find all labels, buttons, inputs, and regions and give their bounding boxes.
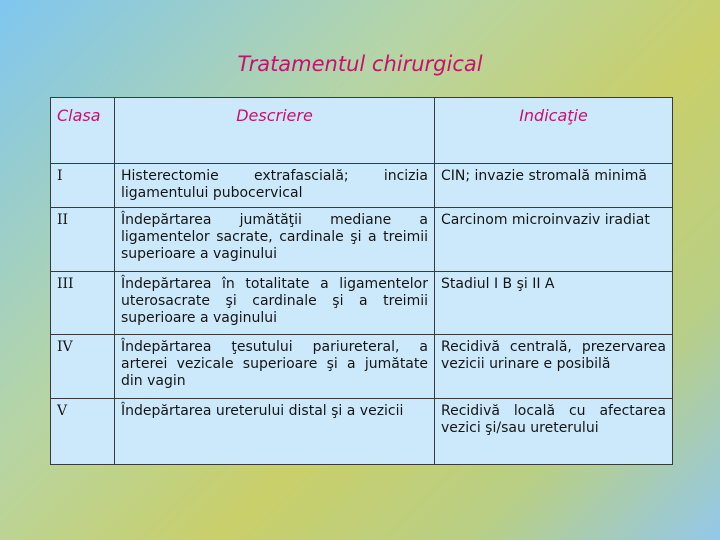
table-row	[51, 335, 673, 399]
cell-descriere: Îndepărtarea ţesutului pariureteral, a arterei vezicale superioare şi a jumătate din vagin	[115, 335, 435, 399]
cell-clasa: IV	[51, 335, 115, 399]
cell-clasa: III	[51, 272, 115, 335]
table-header-row	[51, 98, 673, 164]
cell-indicatie: Carcinom microinvaziv iradiat	[435, 208, 673, 272]
table-row	[51, 208, 673, 272]
cell-descriere: Îndepărtarea în totalitate a ligamentelor uterosacrate şi cardinale şi a treimii superioare a vaginului	[115, 272, 435, 335]
cell-indicatie: Recidivă locală cu afectarea vezici şi/sau ureterului	[435, 399, 673, 465]
header-descriere: Descriere	[115, 98, 435, 164]
cell-indicatie: Recidivă centrală, prezervarea vezicii urinare e posibilă	[435, 335, 673, 399]
page-title: Tratamentul chirurgical	[237, 52, 483, 76]
cell-descriere: Histerectomie extrafascială; incizia ligamentului pubocervical	[115, 164, 435, 208]
cell-descriere: Îndepărtarea ureterului distal şi a vezicii	[115, 399, 435, 465]
cell-clasa: I	[51, 164, 115, 208]
header-indicatie: Indicaţie	[435, 98, 673, 164]
cell-indicatie: CIN; invazie stromală minimă	[435, 164, 673, 208]
cell-clasa: II	[51, 208, 115, 272]
cell-clasa: V	[51, 399, 115, 465]
cell-descriere: Îndepărtarea jumătăţii mediane a ligamentelor sacrate, cardinale şi a treimii superioare a vaginului	[115, 208, 435, 272]
table-row	[51, 399, 673, 465]
table-row	[51, 164, 673, 208]
cell-indicatie: Stadiul I B şi II A	[435, 272, 673, 335]
surgery-classes-table	[50, 97, 673, 465]
table-row	[51, 272, 673, 335]
header-clasa: Clasa	[51, 98, 115, 164]
